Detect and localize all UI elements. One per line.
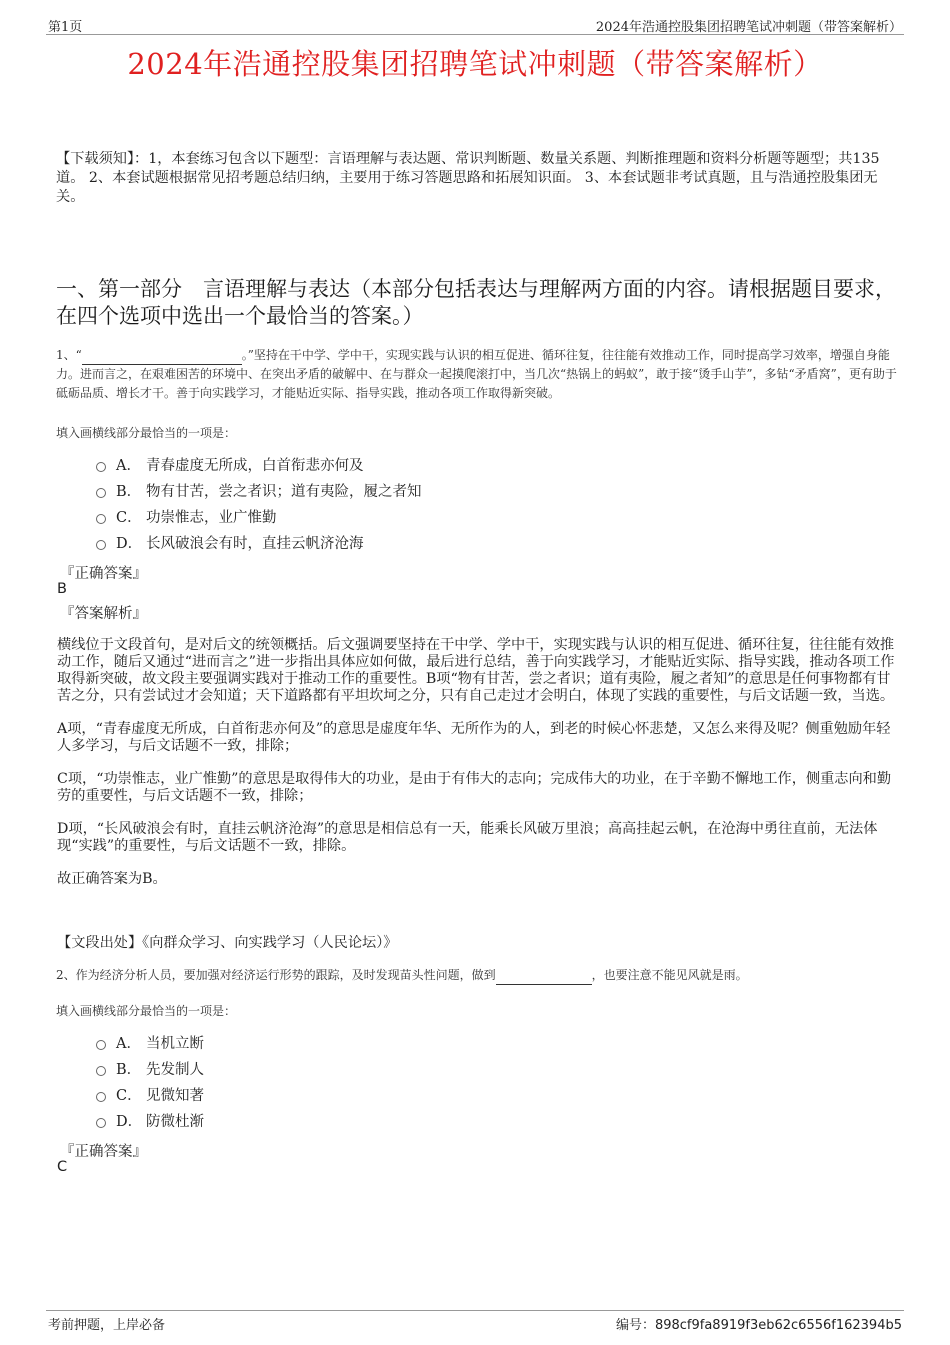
passage-source: 【文段出处】《向群众学习、向实践学习（人民论坛）》: [57, 935, 398, 951]
answer-label: 『正确答案』: [60, 1144, 147, 1160]
question-1-number: 1、“: [56, 348, 82, 362]
analysis-paragraph: 故正确答案为B。: [57, 871, 167, 887]
option-c[interactable]: C． 功崇惟志，业广惟勤: [96, 505, 422, 531]
download-notice: 【下载须知】：1，本套练习包含以下题型：言语理解与表达题、常识判断题、数量关系题、判断推理题和资料分析题等题型；共135道。 2、本套试题根据常见招考题总结归纳，主要用于练习答题思路和拓展知识面。 3、本套试题非考试真题，且与浩通控股集团无关。: [56, 151, 880, 205]
page-header: [46, 14, 904, 35]
question-2-text-a: 2、作为经济分析人员，要加强对经济运行形势的跟踪，及时发现苗头性问题，做到: [56, 968, 496, 982]
doc-title: 2024年浩通控股集团招聘笔试冲刺题（带答案解析）: [127, 47, 823, 81]
option-b[interactable]: B． 先发制人: [96, 1057, 204, 1083]
radio-icon[interactable]: [96, 462, 106, 472]
analysis-paragraph: C项，“功崇惟志，业广惟勤”的意思是取得伟大的功业，是由于有伟大的志向；完成伟大的功业，在于辛勤不懈地工作，侧重志向和勤劳的重要性，与后文话题不一致，排除；: [57, 771, 892, 804]
answer-value: C: [57, 1159, 68, 1175]
analysis-paragraph: D项，“长风破浪会有时，直挂云帆济沧海”的意思是相信总有一天，能乘长风破万里浪；高高挂起云帆，在沧海中勇往直前，无法体现“实践”的重要性，与后文话题不一致，排除。: [57, 821, 878, 854]
footer-code: 编号：898cf9fa8919f3eb62c6556f162394b5: [615, 1318, 902, 1333]
question-1-blank: [82, 364, 242, 365]
question-2-prompt: 填入画横线部分最恰当的一项是：: [56, 1004, 237, 1018]
page-footer: [46, 1310, 904, 1331]
radio-icon[interactable]: [96, 1040, 106, 1050]
option-d[interactable]: D． 长风破浪会有时，直挂云帆济沧海: [96, 531, 422, 557]
section-heading: 一、第一部分 言语理解与表达（本部分包括表达与理解两方面的内容。请根据题目要求，在四个选项中选出一个最恰当的答案。）: [56, 277, 896, 328]
analysis-label: 『答案解析』: [60, 606, 147, 622]
question-2-text-b: ，也要注意不能见风就是雨。: [591, 968, 748, 982]
option-b[interactable]: B． 物有甘苦，尝之者识；道有夷险，履之者知: [96, 479, 422, 505]
radio-icon[interactable]: [96, 540, 106, 550]
header-doc-title: 2024年浩通控股集团招聘笔试冲刺题（带答案解析）: [595, 20, 902, 35]
question-1-text: 。”坚持在干中学、学中干，实现实践与认识的相互促进、循环往复，往往能有效推动工作，同时提高学习效率，增强自身能力。进而言之，在艰难困苦的环境中、在突出矛盾的破解中、在与群众一起摸爬滚打中，当几次“热锅上的蚂蚁”，敢于接“烫手山芋”，多钻“矛盾窝”，更有助于砥砺品质、增长才干。善于向实践学习，才能贴近实际、指导实践，推动各项工作取得新突破。: [56, 348, 897, 400]
option-a[interactable]: A． 当机立断: [96, 1031, 204, 1057]
answer-value: B: [57, 581, 67, 597]
option-c[interactable]: C． 见微知著: [96, 1083, 204, 1109]
question-2-blank: [496, 984, 592, 985]
answer-label: 『正确答案』: [60, 566, 147, 582]
radio-icon[interactable]: [96, 1092, 106, 1102]
option-a[interactable]: A． 青春虚度无所成，白首衔悲亦何及: [96, 453, 422, 479]
footer-slogan: 考前押题，上岸必备: [48, 1318, 166, 1333]
page-number: 第1页: [48, 20, 83, 35]
question-2-stem: [56, 966, 902, 985]
question-1-options: [96, 453, 422, 557]
question-1-prompt: 填入画横线部分最恰当的一项是：: [56, 426, 237, 440]
radio-icon[interactable]: [96, 1066, 106, 1076]
option-d[interactable]: D． 防微杜渐: [96, 1109, 204, 1135]
radio-icon[interactable]: [96, 488, 106, 498]
analysis-body: [57, 637, 897, 904]
analysis-paragraph: 横线位于文段首句，是对后文的统领概括。后文强调要坚持在干中学、学中干，实现实践与认识的相互促进、循环往复，往往能有效推动工作，随后又通过“进而言之”进一步指出具体应如何做，最后进行总结，善于向实践学习，才能贴近实际、指导实践，推动各项工作取得新突破，故文段主要强调实践对于推动工作的重要性。B项“物有甘苦，尝之者识；道有夷险，履之者知”的意思是任何事物都有甘苦之分，只有尝试过才会知道；天下道路都有平坦坎坷之分，只有自己走过才会明白，体现了实践的重要性，与后文话题一致，当选。: [57, 637, 895, 704]
question-2-options: [96, 1031, 204, 1135]
question-1-stem: [56, 346, 902, 403]
analysis-paragraph: A项，“青春虚度无所成，白首衔悲亦何及”的意思是虚度年华、无所作为的人，到老的时候心怀悲楚，又怎么来得及呢？侧重勉励年轻人多学习，与后文话题不一致，排除；: [57, 721, 891, 754]
radio-icon[interactable]: [96, 514, 106, 524]
radio-icon[interactable]: [96, 1118, 106, 1128]
